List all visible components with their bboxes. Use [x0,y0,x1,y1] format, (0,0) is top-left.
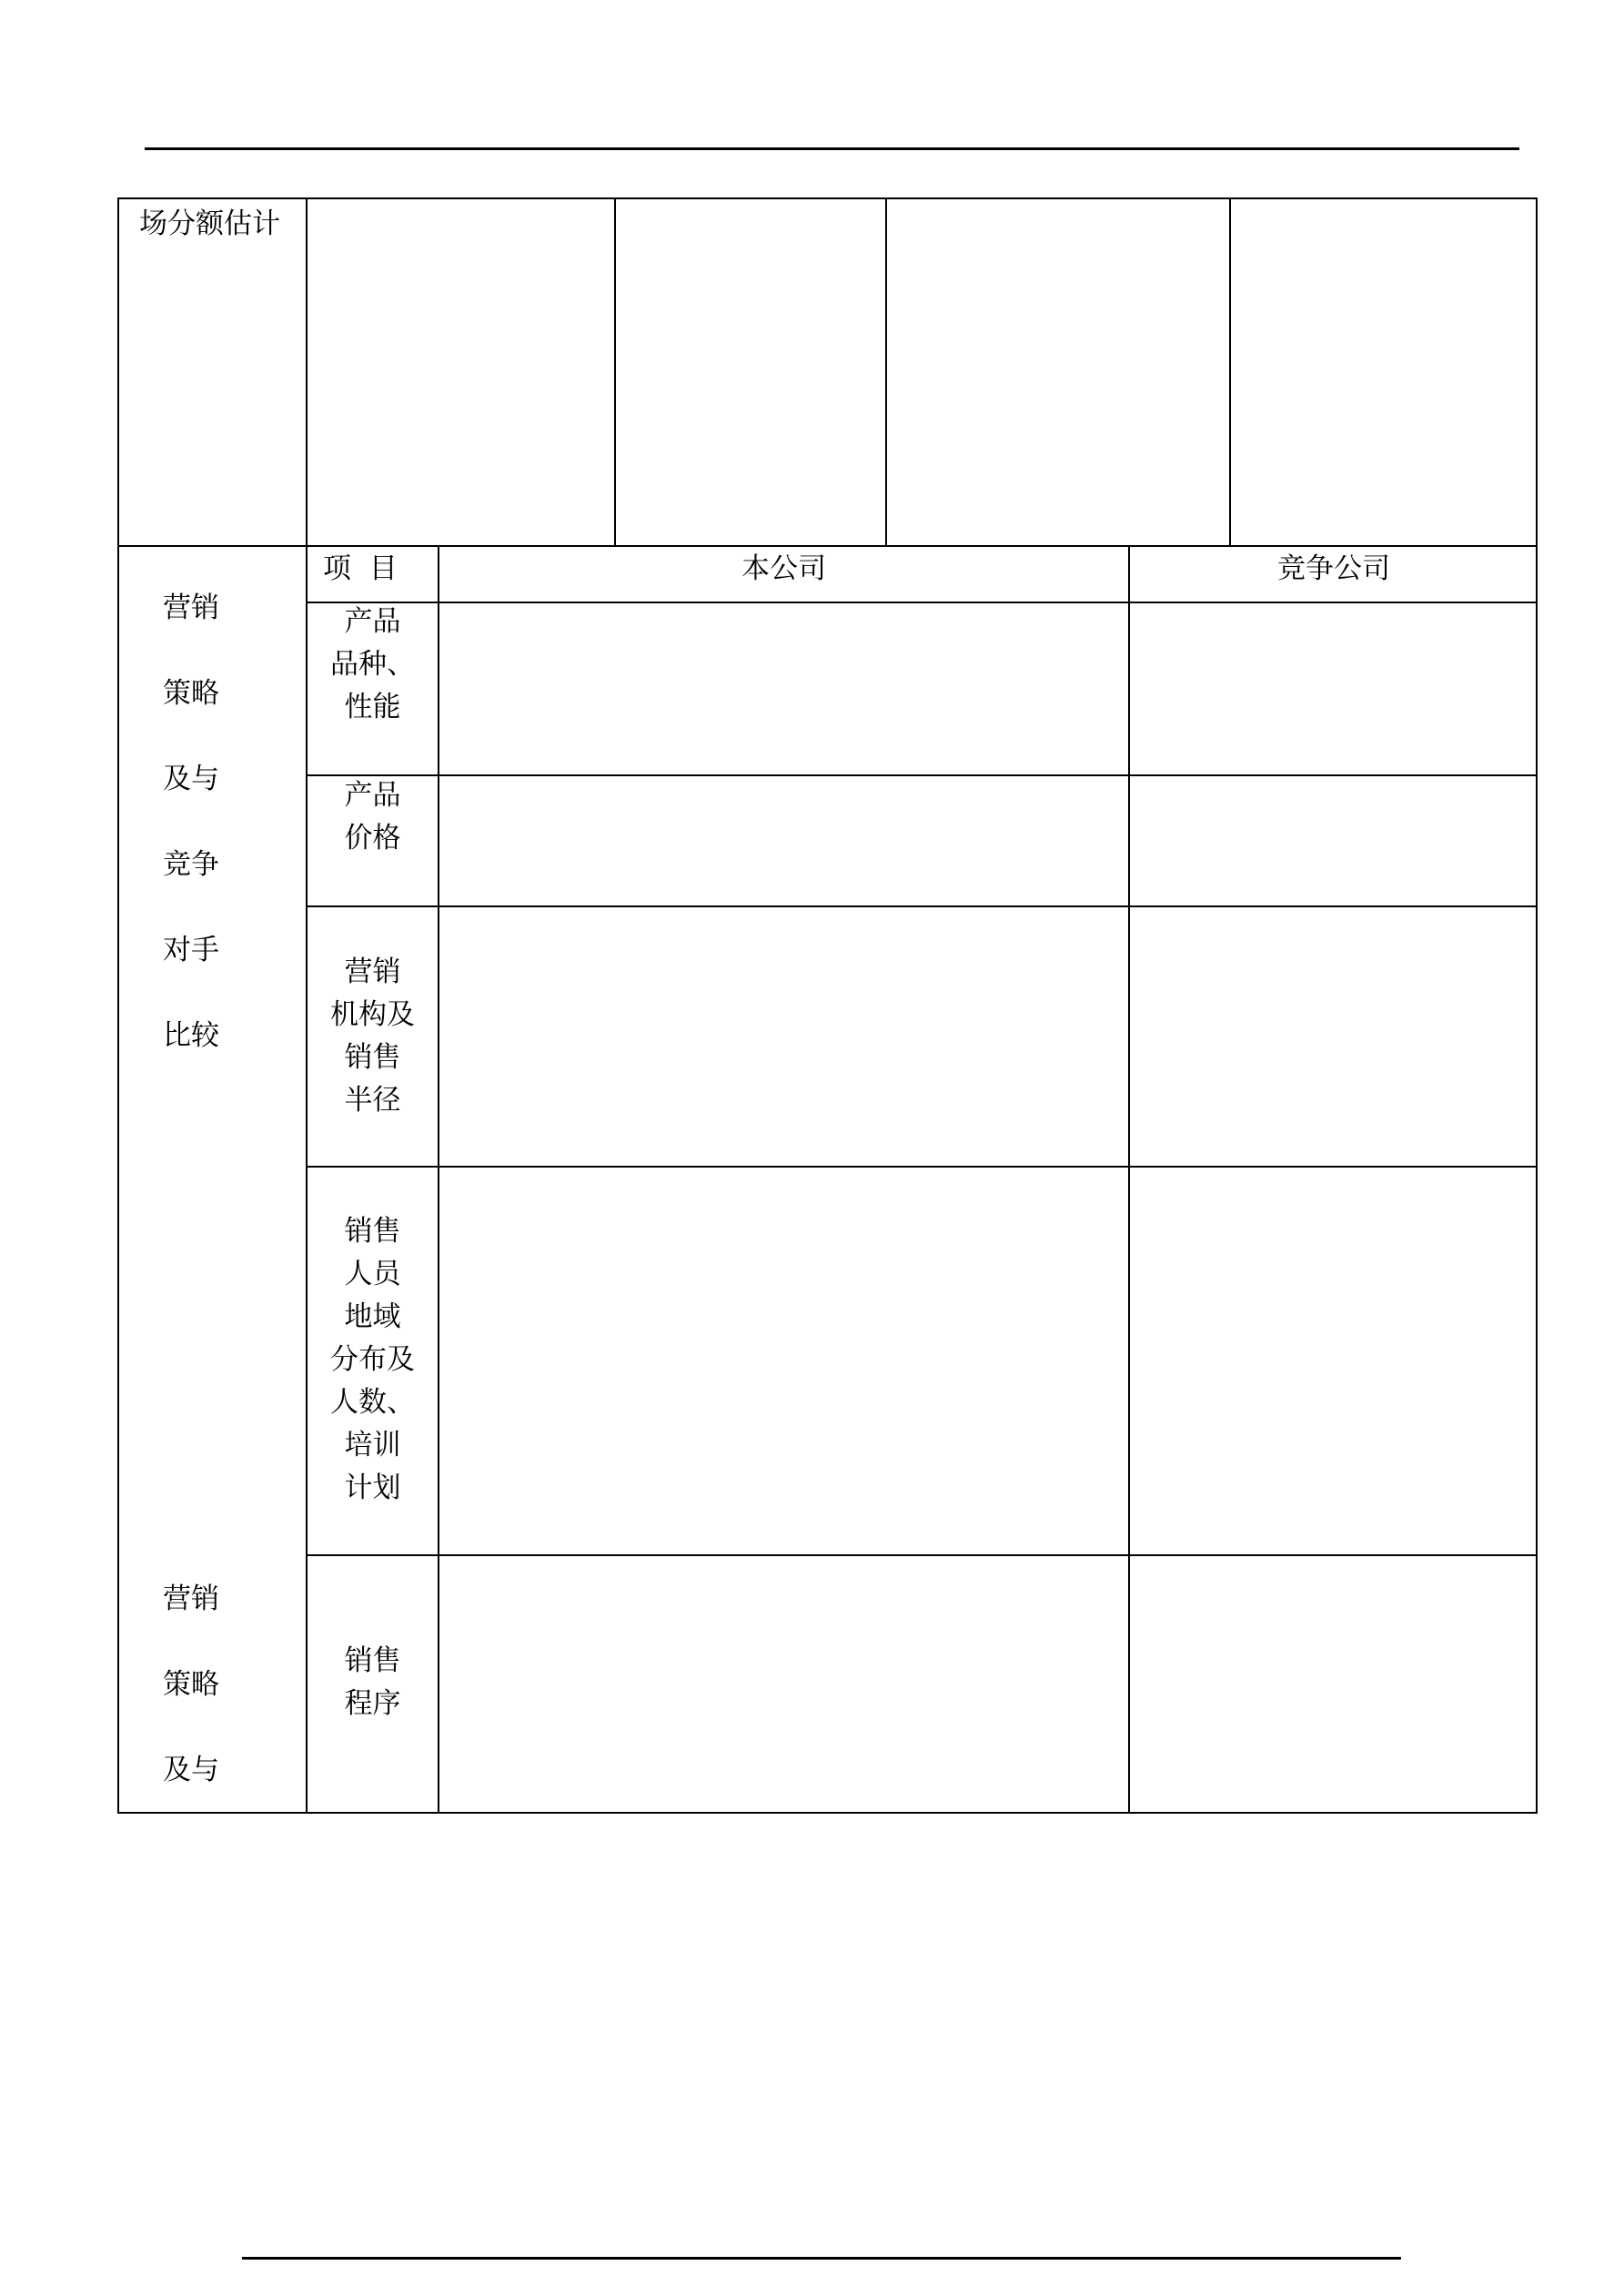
col-divider [885,199,887,545]
header-rule [145,147,1519,150]
col-divider [306,545,308,1814]
row-label-line: 培训 [344,1429,401,1462]
row-label-line: 人员 [344,1258,401,1290]
row-divider [306,905,1538,907]
row-divider [306,1166,1538,1168]
side-label-line: 营销 [163,592,219,624]
row-label-line: 品种、 [330,648,415,681]
side-label-line: 比较 [163,1019,219,1052]
side-label-line: 策略 [163,1668,219,1701]
side-label-line: 及与 [163,1754,219,1786]
row-label-line: 程序 [344,1687,401,1720]
row-label-line: 产品 [344,605,401,638]
row-label-line: 营销 [344,956,401,988]
side-label-line: 策略 [163,677,219,710]
header-competitor: 竞争公司 [1277,552,1390,585]
row-label-line: 计划 [344,1472,401,1504]
row-label-line: 性能 [344,691,401,723]
row-divider [119,545,1538,547]
row-divider [306,1554,1538,1556]
row-label-line: 销售 [344,1644,401,1677]
row-label-line: 人数、 [330,1386,415,1419]
col-divider [306,199,308,545]
row-label-line: 地域 [344,1300,401,1333]
row-divider [306,774,1538,776]
header-item: 项 目 [323,552,398,585]
col-divider [1128,545,1130,1814]
col-divider [438,545,439,1814]
side-label-line: 对手 [163,934,219,966]
row-label-line: 产品 [344,779,401,812]
side-label-line: 竞争 [163,848,219,881]
comparison-table [117,197,1538,1814]
row-label-line: 价格 [344,822,401,855]
side-label-line: 营销 [163,1583,219,1615]
row-label-line: 机构及 [330,998,415,1031]
header-our-company: 本公司 [741,552,826,585]
footer-rule [242,2257,1401,2260]
side-label-line: 及与 [163,763,219,795]
row-label-line: 半径 [344,1084,401,1117]
market-share-label: 场分额估计 [139,207,280,240]
row-divider [306,602,1538,603]
row-label-line: 分布及 [330,1343,415,1376]
col-divider [1229,199,1231,545]
row-label-line: 销售 [344,1215,401,1248]
row-label-line: 销售 [344,1041,401,1074]
col-divider [614,199,616,545]
